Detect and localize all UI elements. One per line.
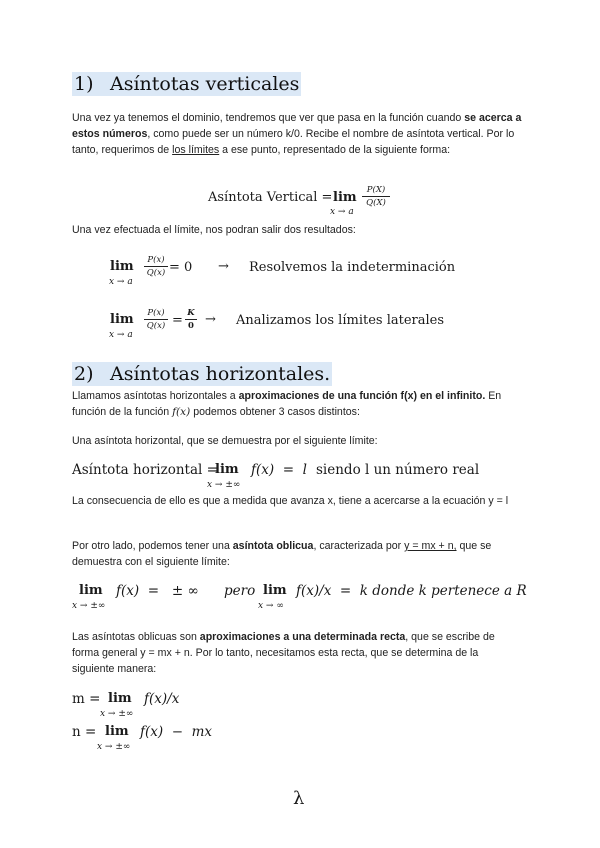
section-2-heading [72, 362, 332, 386]
n-label: n = [72, 724, 97, 740]
result-1-text: Resolvemos la indeterminación [249, 260, 456, 275]
formula-expression: f(x)/x = k donde k pertenece a R [296, 583, 527, 599]
lim-subscript: x → a [109, 330, 133, 340]
oblique-description [72, 629, 522, 677]
pero-word: pero [224, 583, 256, 599]
lim-subscript: x → ±∞ [72, 601, 106, 611]
arrow-icon: → [218, 259, 229, 274]
intro-text: , caracterizada por [313, 540, 405, 552]
intro-text: Llamamos asíntotas horizontales a [72, 390, 239, 402]
consequence-text: La consecuencia de ello es que a medida que avanza x, tiene a acercarse a la ecuación y = l [72, 495, 509, 507]
numerator: P(x) [147, 308, 165, 318]
denominator: Q(x) [146, 268, 166, 278]
formula-label: Asíntota Vertical = [208, 190, 333, 205]
m-expression: f(x)/x [144, 691, 180, 707]
denominator: Q(X) [366, 198, 386, 208]
fraction-bar [362, 196, 390, 197]
intro-text: Por otro lado, podemos tener una [72, 540, 233, 552]
lim-operator: lim [108, 691, 132, 706]
intro-text: Las asíntotas oblicuas son [72, 631, 200, 643]
denominator: Q(x) [146, 321, 166, 331]
intro-bold: aproximaciones a una determinada recta [199, 631, 406, 643]
intro-bold: se acerca a estos números [72, 112, 522, 140]
lim-subscript: x → a [109, 277, 133, 287]
fraction [362, 185, 390, 208]
fraction [144, 255, 168, 278]
section-1-intro [72, 110, 528, 158]
equals-zero: = 0 [169, 260, 193, 275]
intro-text: que se demuestra con el siguiente límite: [72, 540, 492, 568]
k-numerator: K [187, 308, 195, 318]
lim-subscript: x → a [330, 207, 354, 217]
lim-operator: lim [110, 259, 134, 274]
fraction [144, 308, 168, 331]
horizontal-limit-intro: Una asíntota horizontal, que se demuestra por el siguiente límite: [72, 435, 378, 447]
lim-operator: lim [105, 724, 129, 739]
section-2-number: 2) [74, 363, 94, 385]
k-denominator: 0 [188, 321, 194, 331]
formula-label: Asíntota horizontal = [72, 462, 218, 478]
section-1-number: 1) [74, 73, 94, 95]
intro-text: a ese punto, representado de la siguiente forma: [219, 144, 451, 156]
formula-expression: f(x) = l [251, 462, 307, 478]
lim-operator: lim [333, 190, 357, 205]
intro-text: podemos obtener 3 casos distintos: [190, 406, 360, 418]
intro-bold: asíntota oblicua [232, 540, 314, 552]
limits-link[interactable]: los límites [172, 144, 220, 156]
intro-text: , que se escribe de forma general y = mx + n. Por lo tanto, necesitamos esta recta, que se determina de la siguiente manera: [72, 631, 495, 675]
result-2-text: Analizamos los límites laterales [236, 313, 445, 328]
oblique-intro [72, 538, 522, 570]
numerator: P(x) [147, 255, 165, 265]
lim-subscript: x → ±∞ [207, 480, 241, 490]
fraction-bar [185, 319, 197, 320]
lim-subscript: x → ±∞ [100, 709, 134, 719]
n-expression: f(x) − mx [140, 724, 213, 740]
section-2-title: Asíntotas horizontales. [110, 363, 331, 385]
section-1-heading [72, 72, 301, 96]
section-1-title: Asíntotas verticales [110, 73, 300, 95]
fraction-bar [144, 319, 168, 320]
section-2-intro [72, 388, 532, 420]
k-fraction [185, 308, 197, 331]
fraction-bar [144, 266, 168, 267]
intro-text: Una vez ya tenemos el dominio, tendremos que ver que pasa en la función cuando [72, 112, 465, 124]
fx-inline: f(x) [172, 406, 191, 418]
formula-tail: siendo l un número real [316, 462, 480, 478]
formula-expression: f(x) = ± ∞ [116, 583, 199, 599]
arrow-icon: → [205, 312, 216, 327]
lim-operator: lim [110, 312, 134, 327]
lambda-symbol: λ [293, 788, 305, 809]
lim-operator: lim [215, 462, 239, 477]
line-equation-link[interactable]: y = mx + n, [404, 540, 457, 552]
lim-operator: lim [263, 583, 287, 598]
intro-text: , como puede ser un número k/0. Recibe el nombre de asíntota vertical. Por lo tanto, requerimos de [72, 128, 515, 156]
lim-operator: lim [79, 583, 103, 598]
intro-text: En función de la función [72, 390, 502, 418]
intro-bold: aproximaciones de una función f(x) en el infinito. [238, 390, 486, 402]
after-limit-text: Una vez efectuada el límite, nos podran salir dos resultados: [72, 224, 356, 236]
lim-subscript: x → ∞ [258, 601, 284, 611]
lim-subscript: x → ±∞ [97, 742, 131, 752]
m-label: m = [72, 691, 101, 707]
equals-sign: = [172, 313, 183, 328]
numerator: P(X) [366, 185, 386, 195]
